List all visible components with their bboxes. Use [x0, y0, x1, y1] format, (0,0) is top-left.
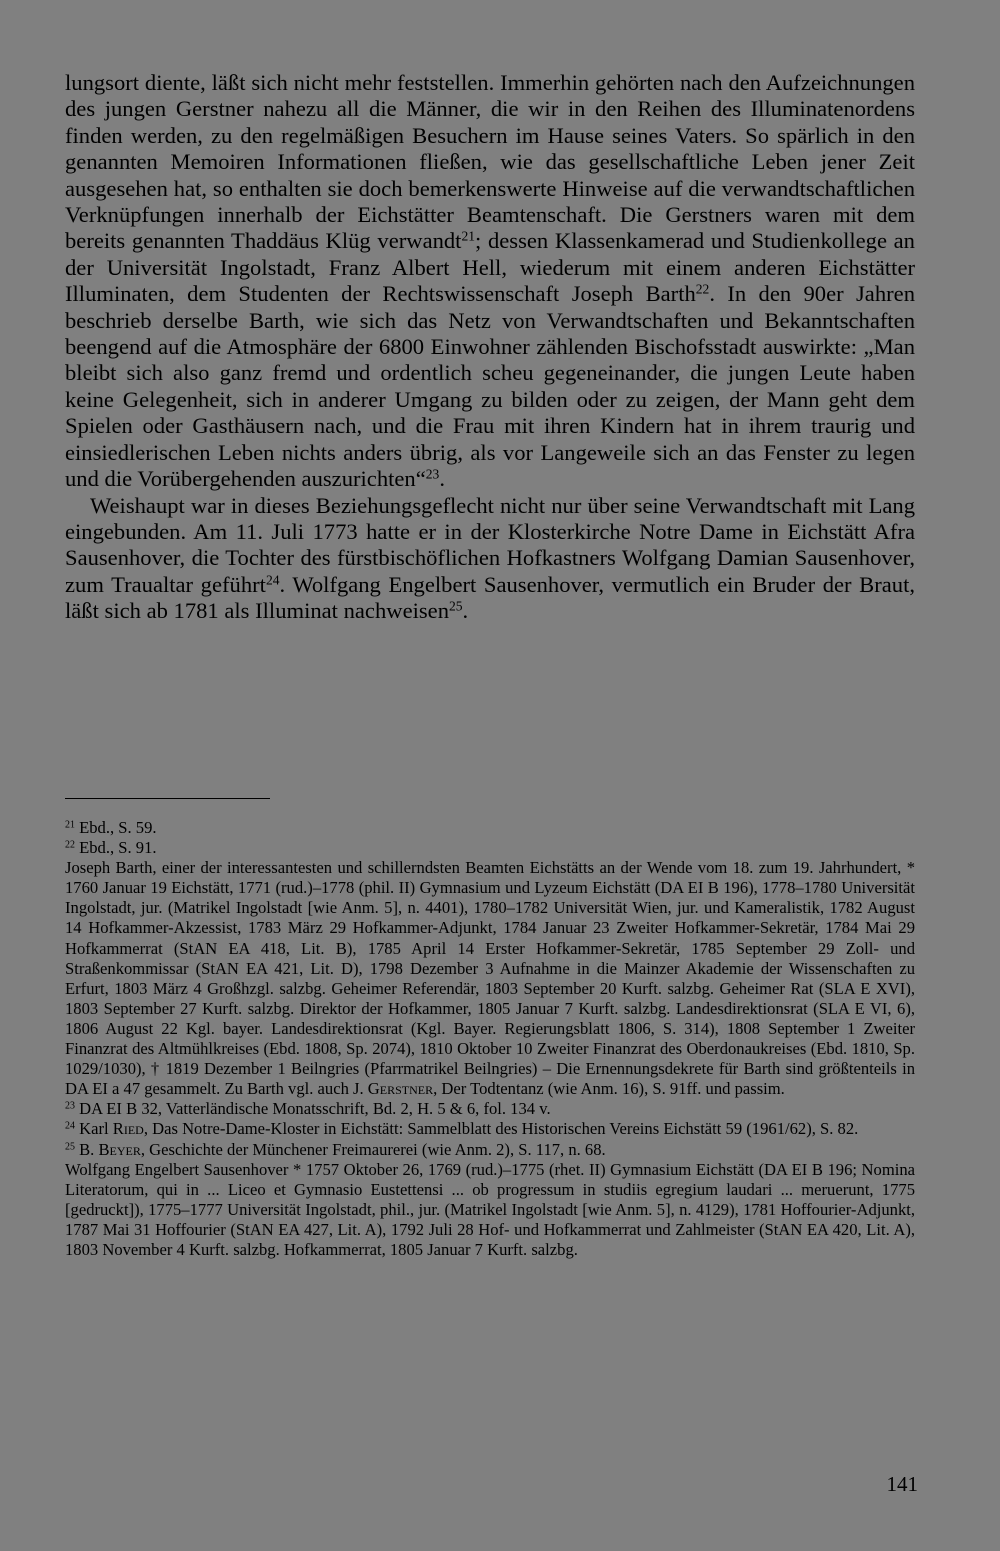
footnote-continuation: Joseph Barth, einer der interessantesten und schillerndsten Beamten Eichstätts an der Wende vom 18. zum 19. Jahrhundert, * 1760 Januar 19 Eichstätt, 1771 (rud.)–1778 (phil. II) Gymnasium und Lyzeum Eichstätt (DA EI B 196), 1778–1780 Universität Ingolstadt, jur. (Matrikel Ingolstadt [wie Anm. 5], n. 4401), 1780–1782 Universität Wien, jur. und Kameralistik, 1782 August 14 Hofkammer-Akzessist, 1783 März 29 Hofkammer-Adjunkt, 1784 Januar 23 Zweiter Hofkammer-Sekretär, 1784 Mai 29 Hofkammerrat (StAN EA 418, Lit. B), 1785 April 14 Erster Hofkammer-Sekretär, 1785 September 29 Zoll- und Straßenkommissar (StAN EA 421, Lit. D), 1798 Dezember 3 Aufnahme in die Mainzer Akademie der Wissenschaften zu Erfurt, 1803 März 4 Großhzgl. salzbg. Geheimer Referendär, 1803 September 20 Kurft. salzbg. Geheimer Rat (SLA E XVI), 1803 September 27 Kurft. salzbg. Direktor der Hofkammer, 1805 Januar 7 Kurft. salzbg. Landesdirektionsrat (SLA E VI, 6), 1806 August 22 Kgl. bayer. Landesdirektionsrat (Kgl. Bayer. Regierungsblatt 1806, S. 314), 1808 September 1 Zweiter Finanzrat des Altmühlkreises (Ebd. 1808, Sp. 2074), 1810 Oktober 10 Zweiter Finanzrat des Oberdonaukreises (Ebd. 1810, Sp. 1029/1030), † 1819 Dezember 1 Beilngries (Pfarrmatrikel Beilngries) – Die Ernennungsdekrete für Barth sind größtenteils in DA EI a 47 gesammelt. Zu Barth vgl. auch J. Gerstner, Der Todtentanz (wie Anm. 16), S. 91ff. und passim.: [65, 858, 915, 1099]
main-text: [65, 70, 915, 625]
footnote-ref: 22: [695, 281, 710, 297]
footnote: $^{22}$ Ebd., S. 91.: [65, 838, 157, 858]
body-paragraph: Weishaupt war in dieses Beziehungsgeflecht nicht nur über seine Verwandtschaft mit Lang eingebunden. Am 11. Juli 1773 hatte er in der Klosterkirche Notre Dame in Eichstätt Afra Sausenhover, die Tochter des fürstbischöflichen Hofkastners Wolfgang Damian Sausenhover, zum Traualtar geführt$^{24}$. Wolfgang Engelbert Sausenhover, vermutlich ein Bruder der Braut, läßt sich ab 1781 als Illuminat nachweisen$^{25}$.: [65, 492, 915, 624]
footnote: $^{21}$ Ebd., S. 59.: [65, 818, 157, 837]
page-number: 141: [886, 1472, 918, 1496]
body-paragraph: lungsort diente, läßt sich nicht mehr feststellen. Immerhin gehörten nach den Aufzeichnungen des jungen Gerstner nahezu all die Männer, die wir in den Reihen des Illuminatenordens finden werden, zu den regelmäßigen Besuchern im Hause seines Vaters. So spärlich in den genannten Memoiren Informationen fließen, wie das gesellschaftliche Leben jener Zeit ausgesehen hat, so enthalten sie doch bemerkenswerte Hinweise auf die verwandtschaftlichen Verknüpfungen innerhalb der Eichstätter Beamtenschaft. Die Gerstners waren mit dem bereits genannten Thaddäus Klüg verwandt$^{21}$; dessen Klassenkamerad und Studienkollege an der Universität Ingolstadt, Franz Albert Hell, wiederum mit einem anderen Eichstätter Illuminaten, dem Studenten der Rechtswissenschaft Joseph Barth$^{22}$. In den 90er Jahren beschrieb derselbe Barth, wie sich das Netz von Verwandtschaften und Bekanntschaften beengend auf die Atmosphäre der 6800 Einwohner zählenden Bischofsstadt auswirkte: „Man bleibt sich also ganz fremd und ordentlich scheu gegeneinander, die jungen Leute haben keine Gelegenheit, sich in anderer Umgang zu bilden oder zu zeigen, der Mann geht dem Spielen oder Gasthäusern nach, und die Frau mit ihren Kindern hat in ihrem traurig und einsiedlerischen Leben nichts anders übrig, als vor Langeweile sich an das Fenster zu legen und die Vorübergehenden auszurichten“$^{23}$.: [65, 70, 915, 492]
footnote-ref: 21: [461, 228, 476, 244]
footnote-continuation: Wolfgang Engelbert Sausenhover * 1757 Oktober 26, 1769 (rud.)–1775 (rhet. II) Gymnasium Eichstätt (DA EI B 196; Nomina Literatorum, qui in ... Liceo et Gymnasio Eustettensi ... ob progressum in studiis egregium laudari ... meruerunt, 1775 [gedruckt]), 1775–1777 Universität Ingolstadt, phil., jur. (Matrikel Ingolstadt [wie Anm. 5], n. 4129), 1781 Hoffourier-Adjunkt, 1787 Mai 31 Hoffourier (StAN EA 427, Lit. A), 1792 Juli 28 Hof- und Hofkammerrat und Zahlmeister (StAN EA 420, Lit. A), 1803 November 4 Kurft. salzbg. Hofkammerrat, 1805 Januar 7 Kurft. salzbg.: [65, 1159, 915, 1259]
footnote-ref: 25: [449, 598, 463, 614]
footnote-ref: 24: [265, 572, 280, 588]
footnote: $^{25}$ B. Beyer, Geschichte der Münchener Freimaurerei (wie Anm. 2), S. 117, n. 68.: [65, 1139, 606, 1159]
footnote-ref: 23: [425, 466, 440, 482]
footnotes: [65, 818, 915, 1260]
footnote: $^{24}$ Karl Ried, Das Notre-Dame-Kloster in Eichstätt: Sammelblatt des Historischen Vereins Eichstätt 59 (1961/62), S. 82.: [65, 1119, 859, 1139]
footnote-separator: [65, 798, 270, 799]
footnote: $^{23}$ DA EI B 32, Vatterländische Monatsschrift, Bd. 2, H. 5 & 6, fol. 134 v.: [65, 1099, 551, 1119]
